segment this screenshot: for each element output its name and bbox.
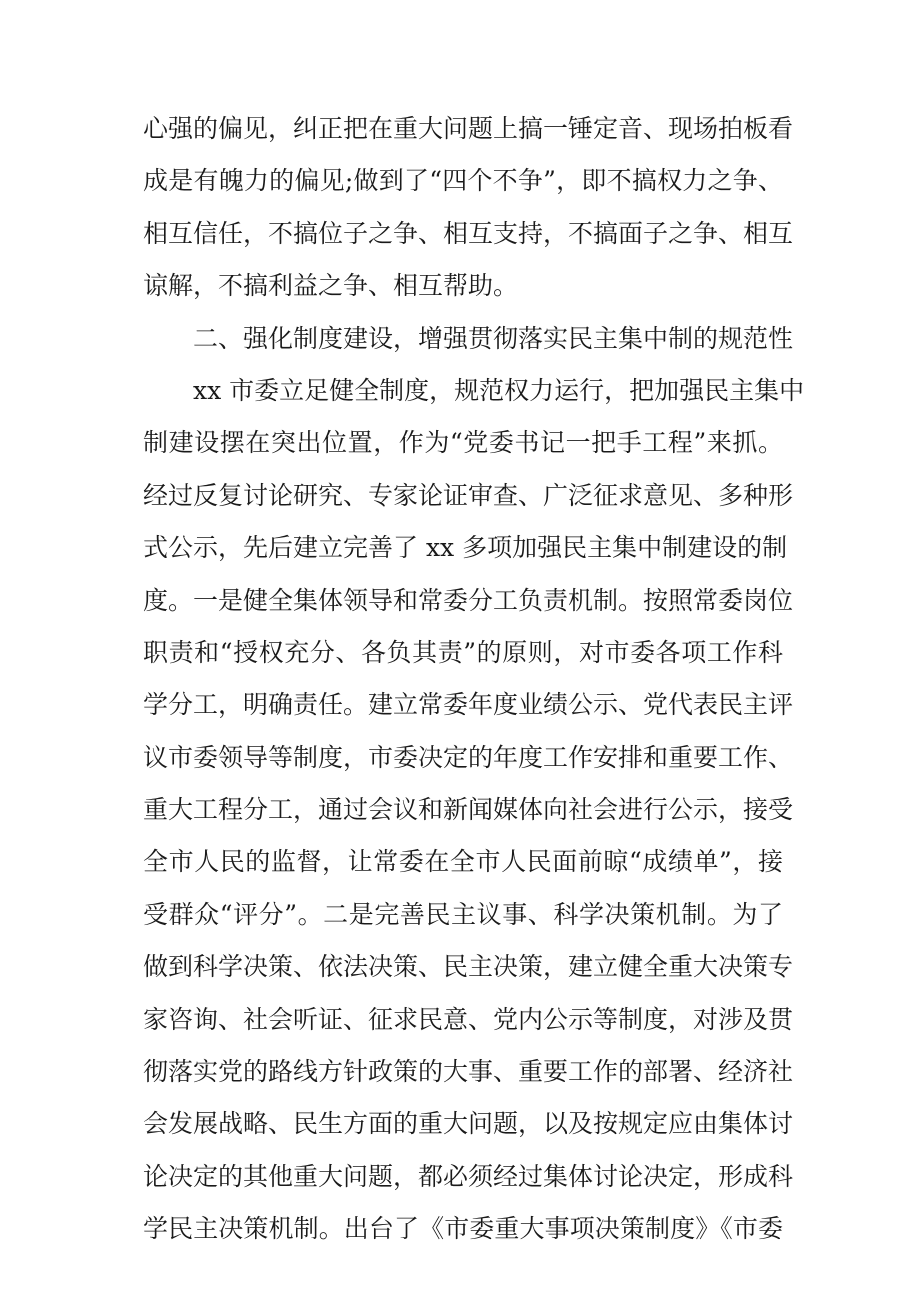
text-line: 做到科学决策、依法决策、民主决策，建立健全重大决策专	[143, 952, 794, 982]
text-line: 制建设摆在突出位置，作为“党委书记一把手工程”来抓。	[143, 428, 783, 458]
text-line: xx 市委立足健全制度，规范权力运行，把加强民主集中	[193, 375, 805, 405]
text-line: 会发展战略、民生方面的重大问题，以及按规定应由集体讨	[143, 1109, 794, 1139]
text-line: 全市人民的监督，让常委在全市人民面前晾“成绩单”，接	[143, 847, 783, 877]
text-line: 职责和“授权充分、各负其责”的原则，对市委各项工作科	[143, 637, 783, 667]
section-heading: 二、强化制度建设，增强贯彻落实民主集中制的规范性	[193, 323, 794, 353]
text-line: 议市委领导等制度，市委决定的年度工作安排和重要工作、	[143, 742, 794, 772]
text-line: 家咨询、社会听证、征求民意、党内公示等制度，对涉及贯	[143, 1004, 794, 1034]
text-line: 重大工程分工，通过会议和新闻媒体向社会进行公示，接受	[143, 795, 794, 825]
text-line: 学民主决策机制。出台了《市委重大事项决策制度》《市委	[143, 1214, 783, 1244]
text-line: 心强的偏见，纠正把在重大问题上搞一锤定音、现场拍板看	[143, 114, 794, 143]
text-line: 论决定的其他重大问题，都必须经过集体讨论决定，形成科	[143, 1161, 794, 1191]
text-line: 谅解，不搞利益之争、相互帮助。	[143, 271, 519, 301]
text-line: 学分工，明确责任。建立常委年度业绩公示、党代表民主评	[143, 690, 794, 720]
text-line: 成是有魄力的偏见;做到了“四个不争”，即不搞权力之争、	[143, 166, 783, 196]
text-line: 彻落实党的路线方针政策的大事、重要工作的部署、经济社	[143, 1057, 794, 1087]
text-line: 受群众“评分”。二是完善民主议事、科学决策机制。为了	[143, 899, 783, 929]
text-line: 度。一是健全集体领导和常委分工负责机制。按照常委岗位	[143, 585, 794, 615]
text-line: 经过反复讨论研究、专家论证审查、广泛征求意见、多种形	[143, 480, 794, 510]
text-line: 式公示，先后建立完善了 xx 多项加强民主集中制建设的制	[143, 533, 788, 563]
document-body	[143, 103, 805, 1256]
text-line: 相互信任，不搞位子之争、相互支持，不搞面子之争、相互	[143, 218, 794, 248]
